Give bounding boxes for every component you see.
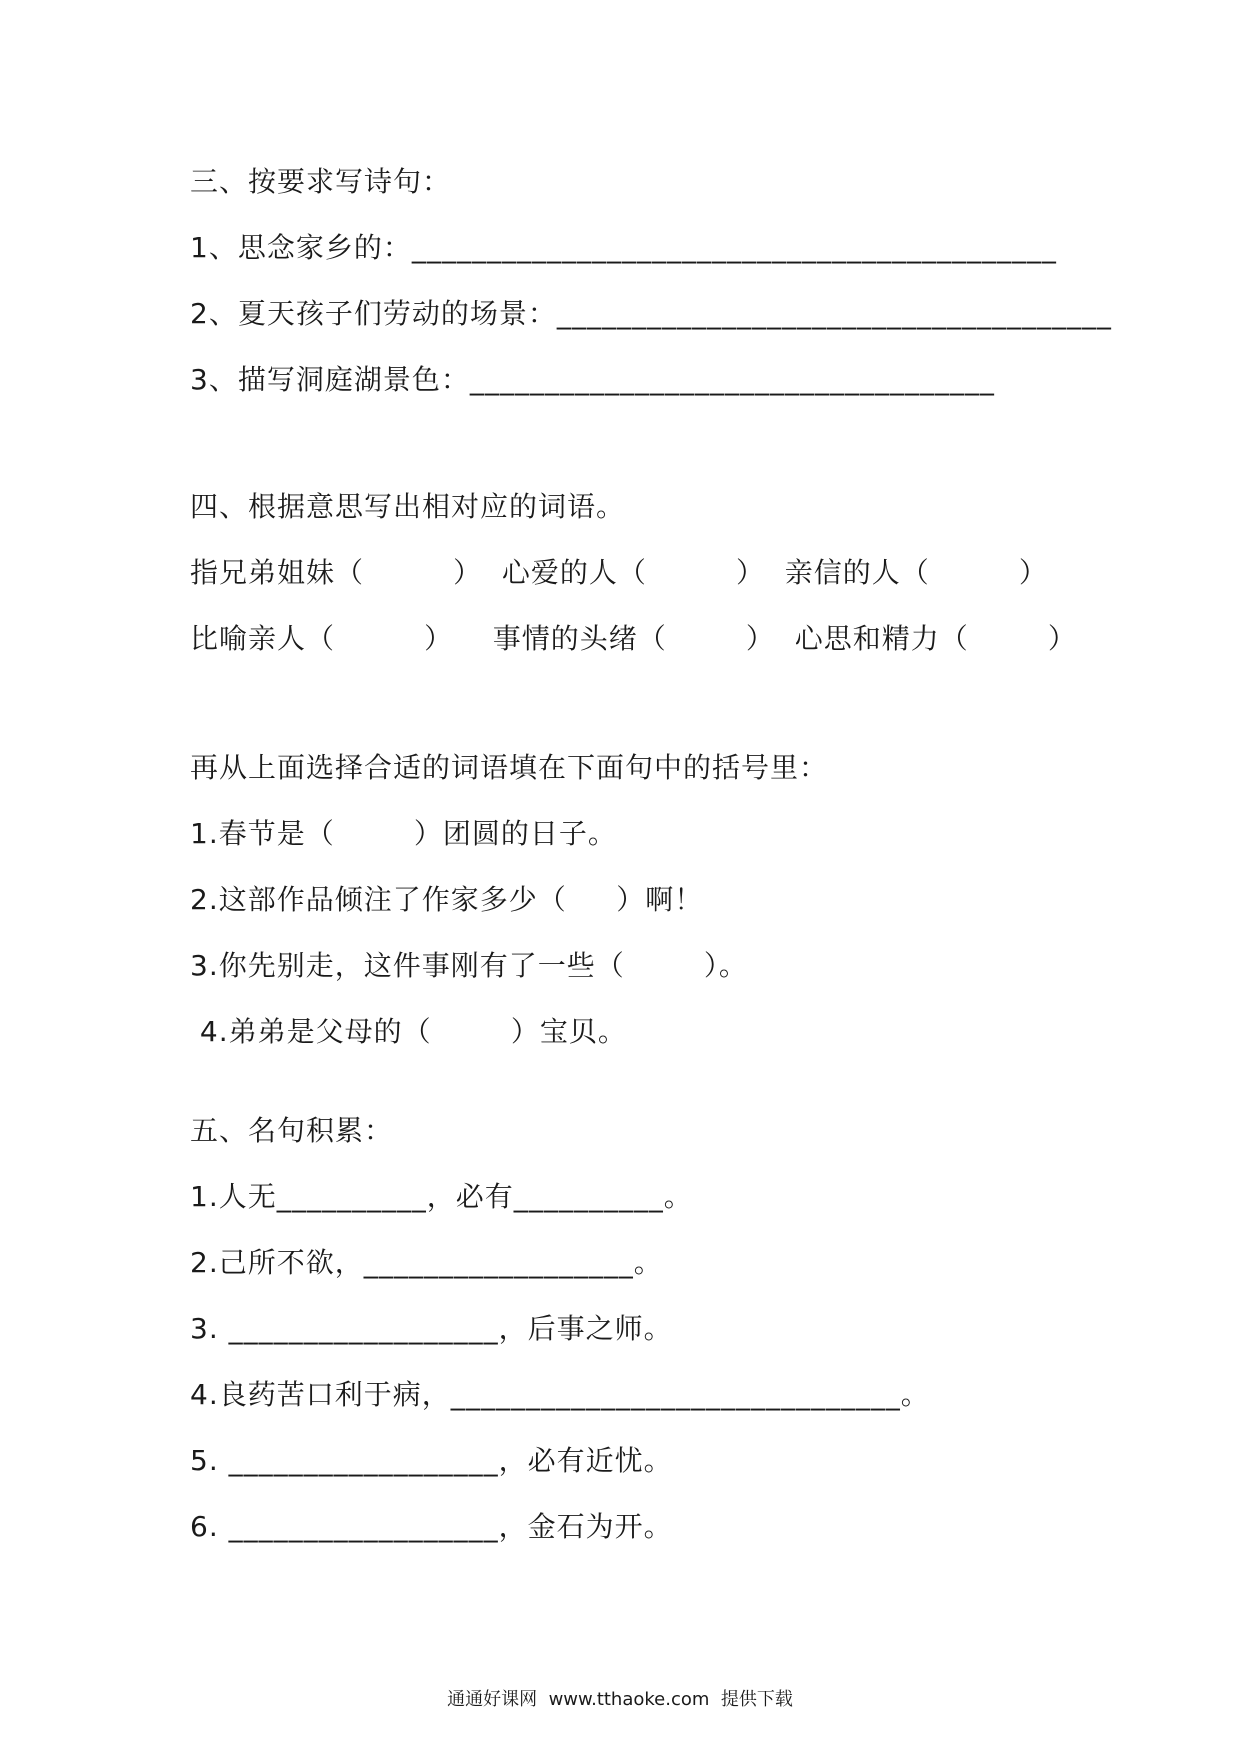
section-4-sentence-1: 1.春节是（ ）团圆的日子。 [190, 817, 617, 850]
section-5-item-5: 5. __________________，必有近忧。 [190, 1444, 673, 1477]
section-4-sentence-2: 2.这部作品倾注了作家多少（ ）啊！ [190, 883, 704, 916]
section-4-title: 四、根据意思写出相对应的词语。 [190, 490, 626, 523]
section-5-title: 五、名句积累： [190, 1114, 394, 1147]
section-3-item-3: 3、描写洞庭湖景色：___________________________________ [190, 363, 995, 396]
section-5-item-6: 6. __________________，金石为开。 [190, 1510, 673, 1543]
section-4-instruction: 再从上面选择合适的词语填在下面句中的括号里： [190, 751, 829, 784]
section-5-item-1: 1.人无__________，必有__________。 [190, 1180, 693, 1213]
section-5-item-2: 2.己所不欲，__________________。 [190, 1246, 663, 1279]
section-5-item-4: 4.良药苦口利于病，______________________________。 [190, 1378, 930, 1411]
section-4-sentence-3: 3.你先别走，这件事刚有了一些（ ）。 [190, 949, 748, 982]
section-5-item-3: 3. __________________，后事之师。 [190, 1312, 673, 1345]
page-footer: 通通好课网 www.tthaoke.com 提供下载 [447, 1689, 793, 1710]
section-4-sentence-4: 4.弟弟是父母的（ ）宝贝。 [190, 1015, 627, 1048]
section-3-item-1: 1、思念家乡的：___________________________________________ [190, 231, 1057, 264]
section-3-item-2: 2、夏天孩子们劳动的场景：_____________________________________ [190, 297, 1112, 330]
section-3-title: 三、按要求写诗句： [190, 165, 452, 198]
section-4-row-1: 指兄弟姐妹（ ） 心爱的人（ ） 亲信的人（ ） [190, 556, 1048, 589]
section-4-row-2: 比喻亲人（ ） 事情的头绪（ ） 心思和精力（ ） [190, 622, 1077, 655]
